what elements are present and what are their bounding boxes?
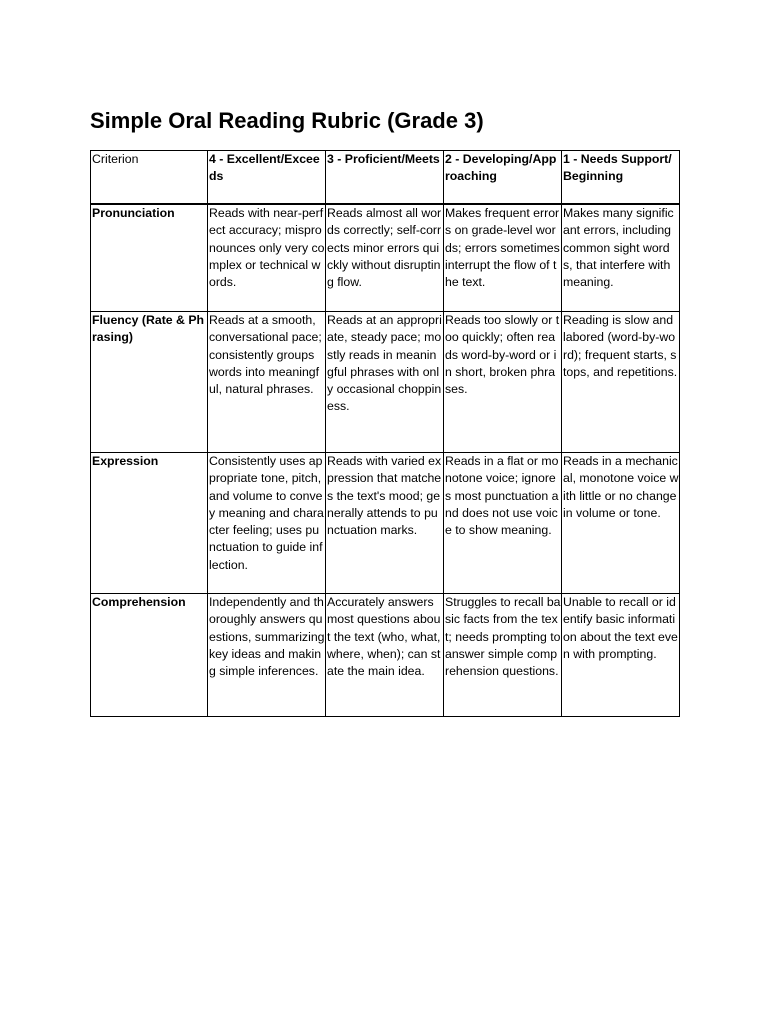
rubric-cell-level-1: Makes many significant errors, including common sight words, that interfere with meaning. xyxy=(562,204,680,312)
header-level-1: 1 - Needs Support/Beginning xyxy=(562,151,680,205)
header-level-4: 4 - Excellent/Exceeds xyxy=(208,151,326,205)
criterion-cell: Fluency (Rate & Phrasing) xyxy=(91,312,208,453)
rubric-cell-level-2: Reads too slowly or too quickly; often reads word-by-word or in short, broken phrases. xyxy=(444,312,562,453)
row-expression xyxy=(91,453,680,594)
criterion-cell: Expression xyxy=(91,453,208,594)
row-fluency xyxy=(91,312,680,453)
rubric-header xyxy=(91,151,680,205)
criterion-cell: Pronunciation xyxy=(91,204,208,312)
rubric-cell-level-1: Unable to recall or identify basic information about the text even with prompting. xyxy=(562,594,680,717)
row-pronunciation xyxy=(91,204,680,312)
rubric-table xyxy=(90,150,680,717)
page-title: Simple Oral Reading Rubric (Grade 3) xyxy=(90,108,484,133)
rubric-cell-level-2: Makes frequent errors on grade-level words; errors sometimes interrupt the flow of the text. xyxy=(444,204,562,312)
rubric-cell-level-4: Reads with near-perfect accuracy; mispronounces only very complex or technical words. xyxy=(208,204,326,312)
rubric-cell-level-1: Reads in a mechanical, monotone voice with little or no change in volume or tone. xyxy=(562,453,680,594)
rubric-cell-level-3: Reads almost all words correctly; self-corrects minor errors quickly without disrupting flow. xyxy=(326,204,444,312)
header-criterion: Criterion xyxy=(91,151,208,205)
rubric-cell-level-2: Reads in a flat or monotone voice; ignores most punctuation and does not use voice to show meaning. xyxy=(444,453,562,594)
row-comprehension xyxy=(91,594,680,717)
criterion-cell: Comprehension xyxy=(91,594,208,717)
rubric-body xyxy=(91,204,680,717)
rubric-cell-level-4: Consistently uses appropriate tone, pitch, and volume to convey meaning and character feeling; uses punctuation to guide inflection. xyxy=(208,453,326,594)
rubric-cell-level-2: Struggles to recall basic facts from the text; needs prompting to answer simple comprehension questions. xyxy=(444,594,562,717)
header-level-2: 2 - Developing/Approaching xyxy=(444,151,562,205)
rubric-cell-level-3: Accurately answers most questions about the text (who, what, where, when); can state the main idea. xyxy=(326,594,444,717)
rubric-cell-level-3: Reads with varied expression that matches the text's mood; generally attends to punctuation marks. xyxy=(326,453,444,594)
header-row xyxy=(91,151,680,205)
rubric-cell-level-4: Independently and thoroughly answers questions, summarizing key ideas and making simple inferences. xyxy=(208,594,326,717)
rubric-cell-level-3: Reads at an appropriate, steady pace; mostly reads in meaningful phrases with only occasional choppiness. xyxy=(326,312,444,453)
rubric-cell-level-4: Reads at a smooth, conversational pace; consistently groups words into meaningful, natural phrases. xyxy=(208,312,326,453)
rubric-cell-level-1: Reading is slow and labored (word-by-word); frequent starts, stops, and repetitions. xyxy=(562,312,680,453)
header-level-3: 3 - Proficient/Meets xyxy=(326,151,444,205)
